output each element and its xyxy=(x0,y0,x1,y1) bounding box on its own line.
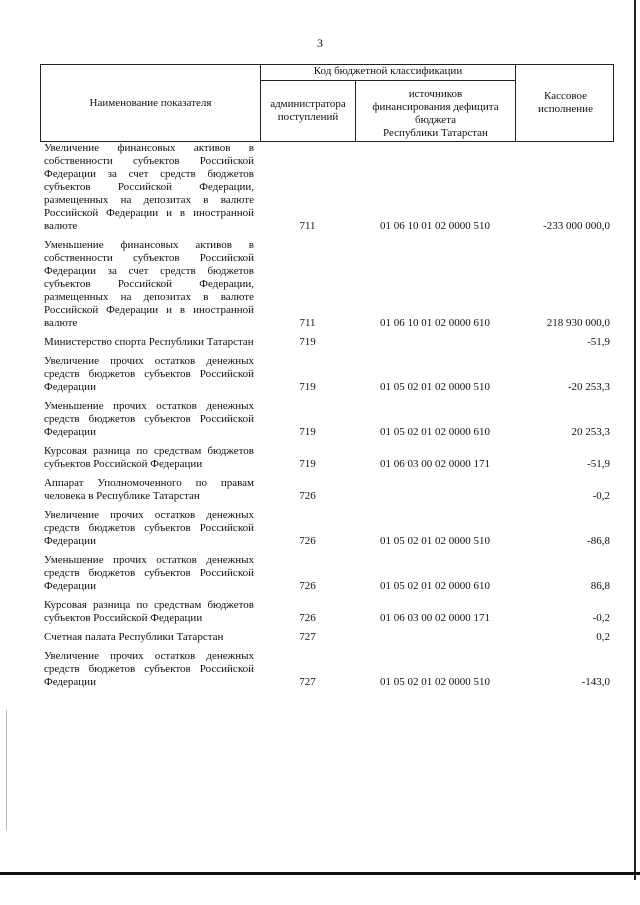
row-name: Аппарат Уполномоченного по правам человека в Республике Татарстан xyxy=(44,477,254,502)
row-cash-value: -51,9 xyxy=(587,458,610,470)
row-name: Увеличение прочих остатков денежных средств бюджетов субъектов Российской Федерации xyxy=(44,509,254,547)
row-source-code: 01 06 10 01 02 0000 610 xyxy=(380,317,490,329)
row-cash-value: -86,8 xyxy=(587,535,610,547)
table-row xyxy=(40,445,614,471)
row-admin-code: 711 xyxy=(299,220,316,232)
row-cash-value: -143,0 xyxy=(581,676,610,688)
row-admin-code: 726 xyxy=(299,580,316,592)
header-cash-column: Кассовое исполнение xyxy=(538,90,593,115)
table-row xyxy=(40,355,614,394)
header-admin-column: администратора поступлений xyxy=(261,81,356,141)
row-cash-value: -0,2 xyxy=(592,612,610,624)
table-row xyxy=(40,650,614,689)
table-row xyxy=(40,336,614,349)
table-body xyxy=(40,142,614,689)
scan-edge-mark xyxy=(6,710,7,830)
header-source-column: источников финансирования дефицита бюджета Республики Татарстан xyxy=(356,81,516,141)
row-name: Уменьшение прочих остатков денежных средств бюджетов субъектов Российской Федерации xyxy=(44,554,254,592)
row-admin-code: 711 xyxy=(299,317,316,329)
table-row xyxy=(40,142,614,233)
row-name: Министерство спорта Республики Татарстан xyxy=(44,336,254,348)
table-row xyxy=(40,477,614,503)
row-cash-value: -233 000 000,0 xyxy=(543,220,610,232)
row-admin-code: 719 xyxy=(299,426,316,438)
row-source-code: 01 05 02 01 02 0000 510 xyxy=(380,381,490,393)
row-cash-value: 218 930 000,0 xyxy=(546,317,610,329)
table-header xyxy=(40,64,614,142)
row-source-code: 01 06 03 00 02 0000 171 xyxy=(380,612,490,624)
row-name: Увеличение прочих остатков денежных средств бюджетов субъектов Российской Федерации xyxy=(44,650,254,688)
row-cash-value: 0,2 xyxy=(596,631,610,643)
row-admin-code: 719 xyxy=(299,336,316,348)
row-cash-value: -0,2 xyxy=(592,490,610,502)
row-source-code: 01 05 02 01 02 0000 610 xyxy=(380,580,490,592)
row-cash-value: -20 253,3 xyxy=(567,381,610,393)
row-admin-code: 726 xyxy=(299,535,316,547)
table-row xyxy=(40,400,614,439)
row-name: Курсовая разница по средствам бюджетов субъектов Российской Федерации xyxy=(44,445,254,470)
row-name: Счетная палата Республики Татарстан xyxy=(44,631,224,643)
row-admin-code: 726 xyxy=(299,612,316,624)
scan-bottom-border xyxy=(0,872,640,875)
scan-right-border xyxy=(634,0,636,880)
row-admin-code: 719 xyxy=(299,381,316,393)
page-number: 3 xyxy=(317,36,323,50)
table-row xyxy=(40,631,614,644)
row-name: Увеличение финансовых активов в собственности субъектов Российской Федерации за счет средств бюджетов субъектов Российской Федерации, размещенных на депозитах в валюте Российской Федерации и в иностранной валюте xyxy=(44,142,254,232)
row-admin-code: 727 xyxy=(299,676,316,688)
header-code-group: Код бюджетной классификации xyxy=(261,65,516,81)
table-row xyxy=(40,239,614,330)
row-name: Уменьшение финансовых активов в собственности субъектов Российской Федерации за счет средств бюджетов субъектов Российской Федерации, размещенных на депозитах в валюте Российской Федерации и в иностранной валюте xyxy=(44,239,254,329)
table-row xyxy=(40,509,614,548)
row-name: Курсовая разница по средствам бюджетов субъектов Российской Федерации xyxy=(44,599,254,624)
row-name: Увеличение прочих остатков денежных средств бюджетов субъектов Российской Федерации xyxy=(44,355,254,393)
budget-table xyxy=(40,64,614,689)
row-admin-code: 719 xyxy=(299,458,316,470)
row-source-code: 01 05 02 01 02 0000 610 xyxy=(380,426,490,438)
row-cash-value: 20 253,3 xyxy=(571,426,610,438)
row-source-code: 01 06 10 01 02 0000 510 xyxy=(380,220,490,232)
row-source-code: 01 05 02 01 02 0000 510 xyxy=(380,535,490,547)
row-name: Уменьшение прочих остатков денежных средств бюджетов субъектов Российской Федерации xyxy=(44,400,254,438)
table-row xyxy=(40,599,614,625)
row-admin-code: 727 xyxy=(299,631,316,643)
row-source-code: 01 06 03 00 02 0000 171 xyxy=(380,458,490,470)
row-source-code: 01 05 02 01 02 0000 510 xyxy=(380,676,490,688)
table-row xyxy=(40,554,614,593)
row-admin-code: 726 xyxy=(299,490,316,502)
header-name-column: Наименование показателя xyxy=(41,65,261,141)
row-cash-value: 86,8 xyxy=(590,580,610,592)
row-cash-value: -51,9 xyxy=(587,336,610,348)
